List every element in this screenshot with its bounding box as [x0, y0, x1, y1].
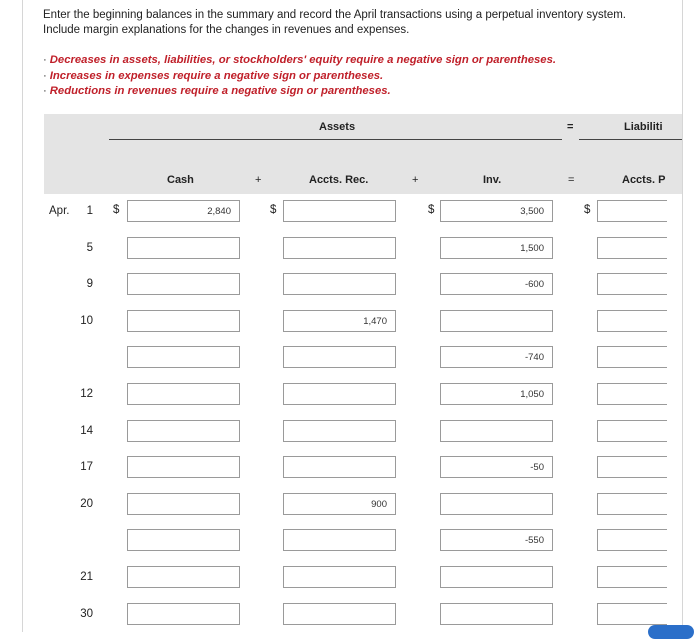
- accounts-payable-input[interactable]: [597, 310, 667, 332]
- row-date: 21: [80, 571, 93, 583]
- cash-input[interactable]: [127, 529, 240, 551]
- currency-symbol: $: [428, 204, 435, 216]
- accounts-receivable-input[interactable]: [283, 200, 396, 222]
- plus-sign: +: [255, 174, 262, 186]
- cash-input[interactable]: [127, 603, 240, 625]
- inventory-input[interactable]: [440, 310, 553, 332]
- accounts-receivable-input[interactable]: [283, 493, 396, 515]
- accounts-payable-input[interactable]: [597, 200, 667, 222]
- accounts-receivable-input[interactable]: [283, 237, 396, 259]
- currency-symbol: $: [270, 204, 277, 216]
- assets-underline: [109, 139, 562, 140]
- inventory-input[interactable]: [440, 603, 553, 625]
- cash-column-header: Cash: [167, 174, 194, 186]
- accounts-receivable-input[interactable]: [283, 456, 396, 478]
- accounts-payable-column-header: Accts. P: [622, 174, 666, 186]
- accounts-receivable-input[interactable]: [283, 383, 396, 405]
- inventory-input[interactable]: [440, 237, 553, 259]
- inventory-input[interactable]: [440, 273, 553, 295]
- accounts-payable-input[interactable]: [597, 420, 667, 442]
- cash-input[interactable]: [127, 456, 240, 478]
- inventory-input[interactable]: [440, 493, 553, 515]
- accounts-payable-input[interactable]: [597, 456, 667, 478]
- assets-group-header: Assets: [319, 121, 356, 133]
- cash-input[interactable]: [127, 310, 240, 332]
- row-date: 9: [86, 278, 93, 290]
- accounts-payable-input[interactable]: [597, 346, 667, 368]
- accounts-receivable-input[interactable]: [283, 273, 396, 295]
- accounts-receivable-input[interactable]: [283, 566, 396, 588]
- row-date: 14: [80, 425, 93, 437]
- inventory-input[interactable]: [440, 420, 553, 442]
- sign-rules-list: [43, 53, 663, 100]
- row-date: 17: [80, 461, 93, 473]
- row-date: 12: [80, 388, 93, 400]
- inventory-input[interactable]: [440, 566, 553, 588]
- cash-input[interactable]: [127, 383, 240, 405]
- accounts-receivable-input[interactable]: [283, 310, 396, 332]
- table-header: [44, 114, 683, 194]
- instructions-text: Enter the beginning balances in the summary and record the April transactions using a perpetual inventory system. Include margin explanations for the changes in revenues and expenses.: [43, 9, 626, 36]
- accounts-receivable-input[interactable]: [283, 346, 396, 368]
- accounts-payable-input[interactable]: [597, 383, 667, 405]
- row-date: 30: [80, 608, 93, 620]
- rule-item: · Reductions in revenues require a negative sign or parentheses.: [43, 85, 391, 97]
- currency-symbol: $: [584, 204, 591, 216]
- accounts-payable-input[interactable]: [597, 529, 667, 551]
- row-date: 10: [80, 315, 93, 327]
- currency-symbol: $: [113, 204, 120, 216]
- help-button[interactable]: [648, 625, 694, 639]
- accounts-payable-input[interactable]: [597, 493, 667, 515]
- rule-item: · Increases in expenses require a negative sign or parentheses.: [43, 69, 384, 82]
- row-date: 1: [86, 205, 93, 217]
- accounts-receivable-input[interactable]: [283, 420, 396, 442]
- accounts-payable-input[interactable]: [597, 603, 667, 625]
- cash-input[interactable]: [127, 200, 240, 222]
- plus-sign: +: [412, 174, 419, 186]
- accounts-receivable-column-header: Accts. Rec.: [309, 174, 369, 186]
- inventory-column-header: Inv.: [483, 174, 502, 186]
- inventory-input[interactable]: [440, 456, 553, 478]
- liabilities-underline: [579, 139, 683, 140]
- accounts-payable-input[interactable]: [597, 566, 667, 588]
- rule-item: · Decreases in assets, liabilities, or stockholders' equity require a negative sign or parentheses.: [43, 54, 556, 66]
- cash-input[interactable]: [127, 420, 240, 442]
- liabilities-group-header: Liabiliti: [624, 121, 663, 133]
- cash-input[interactable]: [127, 237, 240, 259]
- accounts-receivable-input[interactable]: [283, 603, 396, 625]
- month-label: Apr.: [49, 205, 70, 217]
- equals-sign: =: [568, 174, 575, 186]
- inventory-input[interactable]: [440, 383, 553, 405]
- row-date: 5: [86, 242, 93, 254]
- cash-input[interactable]: [127, 273, 240, 295]
- inventory-input[interactable]: [440, 346, 553, 368]
- inventory-input[interactable]: [440, 529, 553, 551]
- cash-input[interactable]: [127, 346, 240, 368]
- row-date: 20: [80, 498, 93, 510]
- accounts-receivable-input[interactable]: [283, 529, 396, 551]
- question-panel: [22, 0, 683, 632]
- equals-sign: =: [567, 121, 574, 133]
- accounts-payable-input[interactable]: [597, 273, 667, 295]
- inventory-input[interactable]: [440, 200, 553, 222]
- accounts-payable-input[interactable]: [597, 237, 667, 259]
- cash-input[interactable]: [127, 493, 240, 515]
- cash-input[interactable]: [127, 566, 240, 588]
